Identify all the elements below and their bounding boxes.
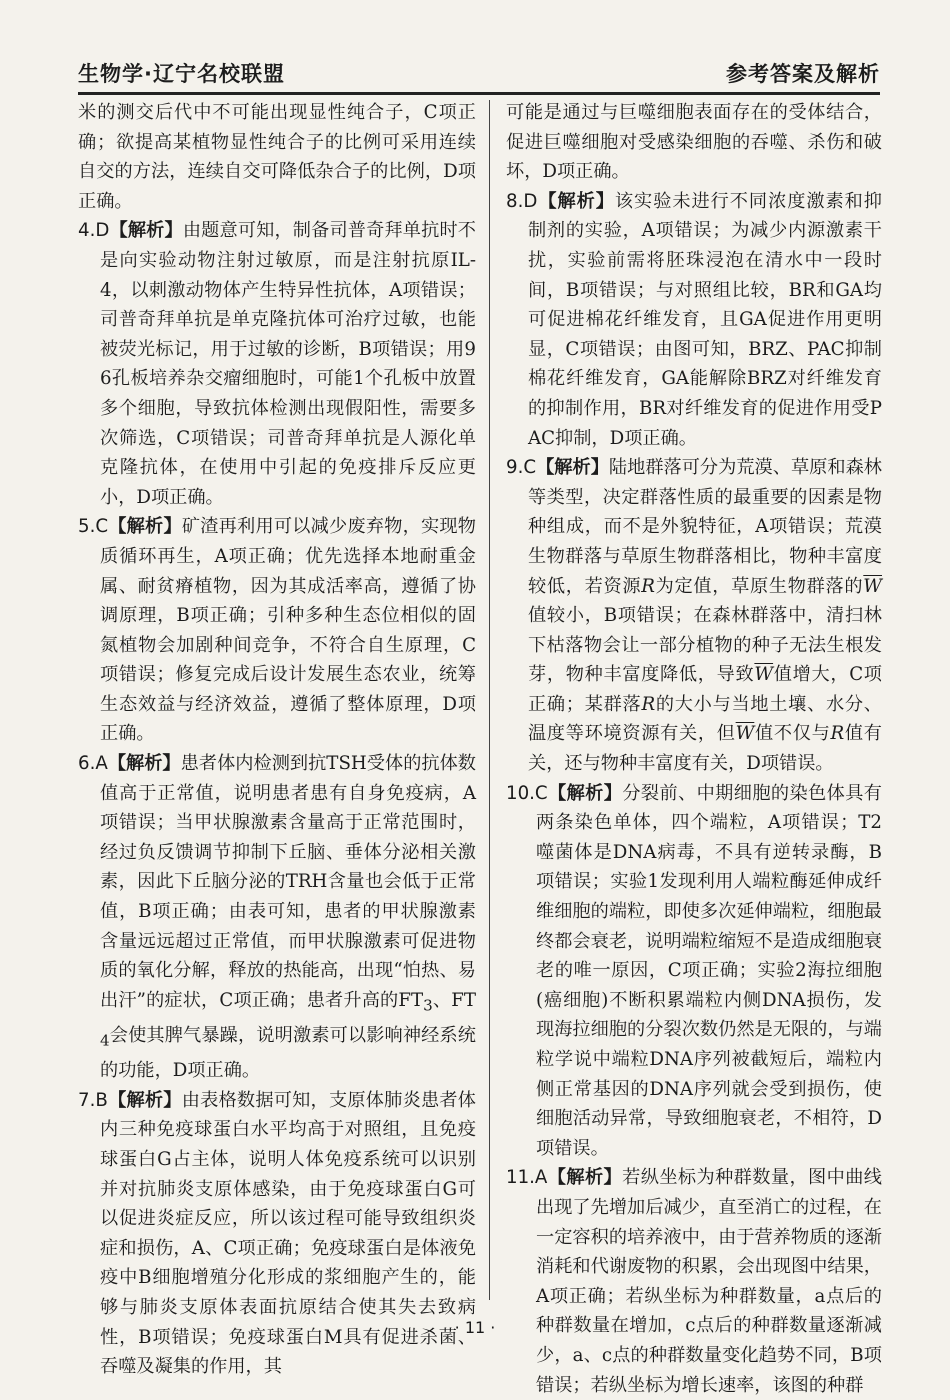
answer-text: 患者体内检测到抗TSH受体的抗体数值高于正常值，说明患者患有自身免疫病，A项错误；当甲状腺激素含量高于正常范围时，经过负反馈调节抑制下丘脑、垂体分泌相关激素，因此下丘脑分泌的TRH含量也会低于正常值，B项正确；由表可知，患者的甲状腺激素含量远远超过正常值，而甲状腺激素可促进物质的氧化分解，释放的热能高，出现“怕热、易出汗”的症状，C项正确；患者升高的FT xyxy=(100,753,476,1011)
answer-number: 6.A xyxy=(78,753,108,775)
variable-r: R xyxy=(641,575,655,597)
answer-text: 由题意可知，制备司普奇拜单抗时不是向实验动物注射过敏原，而是注射抗原IL-4，以刺激动物体产生特异性抗体，A项错误；司普奇拜单抗是单克隆抗体可治疗过敏，也能被荧光标记，用于过敏的诊断，B项错误；用96孔板培养杂交瘤细胞时，可能1个孔板中放置多个细胞，导致抗体检测出现假阳性，需要多次筛选，C项错误；司普奇拜单抗是人源化单克隆抗体，在使用中引起的免疫排斥反应更小，D项正确。 xyxy=(100,220,476,508)
answer-text: 若纵坐标为种群数量，图中曲线出现了先增加后减少，直至消亡的过程，在一定容积的培养液中，由于营养物质的逐渐消耗和代谢废物的积累，会出现图中结果，A项正确；若纵坐标为种群数量，a点后的种群数量在增加，c点后的种群数量逐渐减少，a、c点的种群数量变化趋势不同，B项错误；若纵坐标为增长速率，该图的种群 xyxy=(536,1167,882,1396)
answer-number: 7.B xyxy=(78,1089,108,1111)
subscript: 3 xyxy=(423,996,433,1015)
answer-number: 5.C xyxy=(78,516,109,538)
answer-item-7 xyxy=(78,1086,476,1382)
left-column xyxy=(78,98,476,1382)
answer-item-8 xyxy=(506,187,882,453)
left-continuation-paragraph: 米的测交后代中不可能出现显性纯合子，C项正确；欲提高某植物显性纯合子的比例可采用连续自交的方法，连续自交可降低杂合子的比例，D项正确。 xyxy=(78,102,476,212)
header-title-right: 参考答案及解析 xyxy=(726,62,880,86)
answer-item-6 xyxy=(78,749,476,1086)
analysis-tag: 【解析】 xyxy=(107,753,181,775)
answer-item-10 xyxy=(506,779,882,1164)
answer-text: 该实验未进行不同浓度激素和抑制剂的实验，A项错误；为减少内源激素干扰，实验前需将胚珠浸泡在清水中一段时间，B项错误；与对照组比较，BR和GA均可促进棉花纤维发育，且GA促进作用更明显，C项错误；由图可知，BRZ、PAC抑制棉花纤维发育，GA能解除BRZ对纤维发育的抑制作用，BR对纤维发育的促进作用受PAC抑制，D项正确。 xyxy=(528,190,882,449)
analysis-tag: 【解析】 xyxy=(107,1089,182,1111)
variable-w-bar: $\overline{W}$ xyxy=(754,664,774,686)
answer-text: 的大小与当地土壤、水分、温度等环境资源有关，但 xyxy=(528,693,882,745)
analysis-tag: 【解析】 xyxy=(536,457,609,479)
analysis-tag: 【解析】 xyxy=(547,782,623,804)
analysis-tag: 【解析】 xyxy=(537,190,615,212)
right-column xyxy=(506,98,882,1400)
answer-text: 矿渣再利用可以减少废弃物，实现物质循环再生，A项正确；优先选择本地耐重金属、耐贫瘠植物，因为其成活率高，遵循了协调原理，B项正确；引种多种生态位相似的固氮植物会加剧种间竞争，不符合自生原理，C项错误；修复完成后设计发展生态农业，统筹生态效益与经济效益，遵循了整体原理，D项正确。 xyxy=(100,516,476,745)
variable-w-bar: $\overline{W}$ xyxy=(863,575,882,597)
page-header xyxy=(78,58,880,95)
variable-r: R xyxy=(830,723,845,745)
answer-item-9 xyxy=(506,453,882,779)
column-divider xyxy=(489,100,490,1300)
answer-text: 会使其脾气暴躁，说明激素可以影响神经系统的功能，D项正确。 xyxy=(100,1025,476,1082)
subscript: 4 xyxy=(100,1031,110,1050)
answer-text: 分裂前、中期细胞的染色体具有两条染色单体，四个端粒，A项错误；T2噬菌体是DNA病毒，不具有逆转录酶，B项错误；实验1发现利用人端粒酶延伸成纤维细胞的端粒，即使多次延伸端粒，细胞最终都会衰老，说明端粒缩短不是造成细胞衰老的唯一原因，C项正确；实验2海拉细胞(癌细胞)不断积累端粒内侧DNA损伤，发现海拉细胞的分裂次数仍然是无限的，与端粒学说中端粒DNA序列被截短后，端粒内侧正常基因的DNA序列就会受到损伤，使细胞活动异常，导致细胞衰老，不相符，D项错误。 xyxy=(536,782,882,1159)
answer-text: 、FT xyxy=(432,989,476,1011)
answer-item-4 xyxy=(78,216,476,512)
answer-item-11 xyxy=(506,1163,882,1400)
answer-number: 8.D xyxy=(506,190,538,212)
right-continuation-paragraph: 可能是通过与巨噬细胞表面存在的受体结合，促进巨噬细胞对受感染细胞的吞噬、杀伤和破坏，D项正确。 xyxy=(506,102,882,183)
analysis-tag: 【解析】 xyxy=(108,516,182,538)
answer-number: 10.C xyxy=(506,782,548,804)
answer-text: 值有关，还与物种丰富度有关，D项错误。 xyxy=(528,723,882,775)
page-number: · 11 · xyxy=(454,1318,496,1337)
answer-text: 陆地群落可分为荒漠、草原和森林等类型，决定群落性质的最重要的因素是物种组成，而不是外貌特征，A项错误；荒漠生物群落与草原生物群落相比，物种丰富度较低，若资源 xyxy=(528,457,882,597)
answer-text: 值不仅与 xyxy=(754,723,831,745)
variable-w-bar: $\overline{W}$ xyxy=(735,723,755,745)
variable-r: R xyxy=(641,693,656,715)
answer-item-5 xyxy=(78,512,476,749)
answer-number: 11.A xyxy=(506,1167,548,1189)
analysis-tag: 【解析】 xyxy=(547,1167,623,1189)
answer-text: 值较小，B项错误；在森林群落中，清扫林下枯落物会让一部分植物的种子无法生根发芽，物种丰富度降低，导致 xyxy=(528,605,882,686)
header-title-left: 生物学·辽宁名校联盟 xyxy=(78,62,285,86)
answer-number: 4.D xyxy=(78,220,110,242)
analysis-tag: 【解析】 xyxy=(109,220,183,242)
answer-text: 值增大，C项正确；某群落 xyxy=(528,664,882,715)
answer-text: 由表格数据可知，支原体肺炎患者体内三种免疫球蛋白水平均高于对照组，且免疫球蛋白G占主体，说明人体免疫系统可以识别并对抗肺炎支原体感染，由于免疫球蛋白G可以促进炎症反应，所以该过程可能导致组织炎症和损伤，A、C项正确；免疫球蛋白是体液免疫中B细胞增殖分化形成的浆细胞产生的，能够与肺炎支原体表面抗原结合使其失去致病性，B项错误；免疫球蛋白M具有促进杀菌、吞噬及凝集的作用，其 xyxy=(100,1089,476,1378)
answer-number: 9.C xyxy=(506,457,537,479)
answer-text: 为定值，草原生物群落的 xyxy=(654,575,864,597)
